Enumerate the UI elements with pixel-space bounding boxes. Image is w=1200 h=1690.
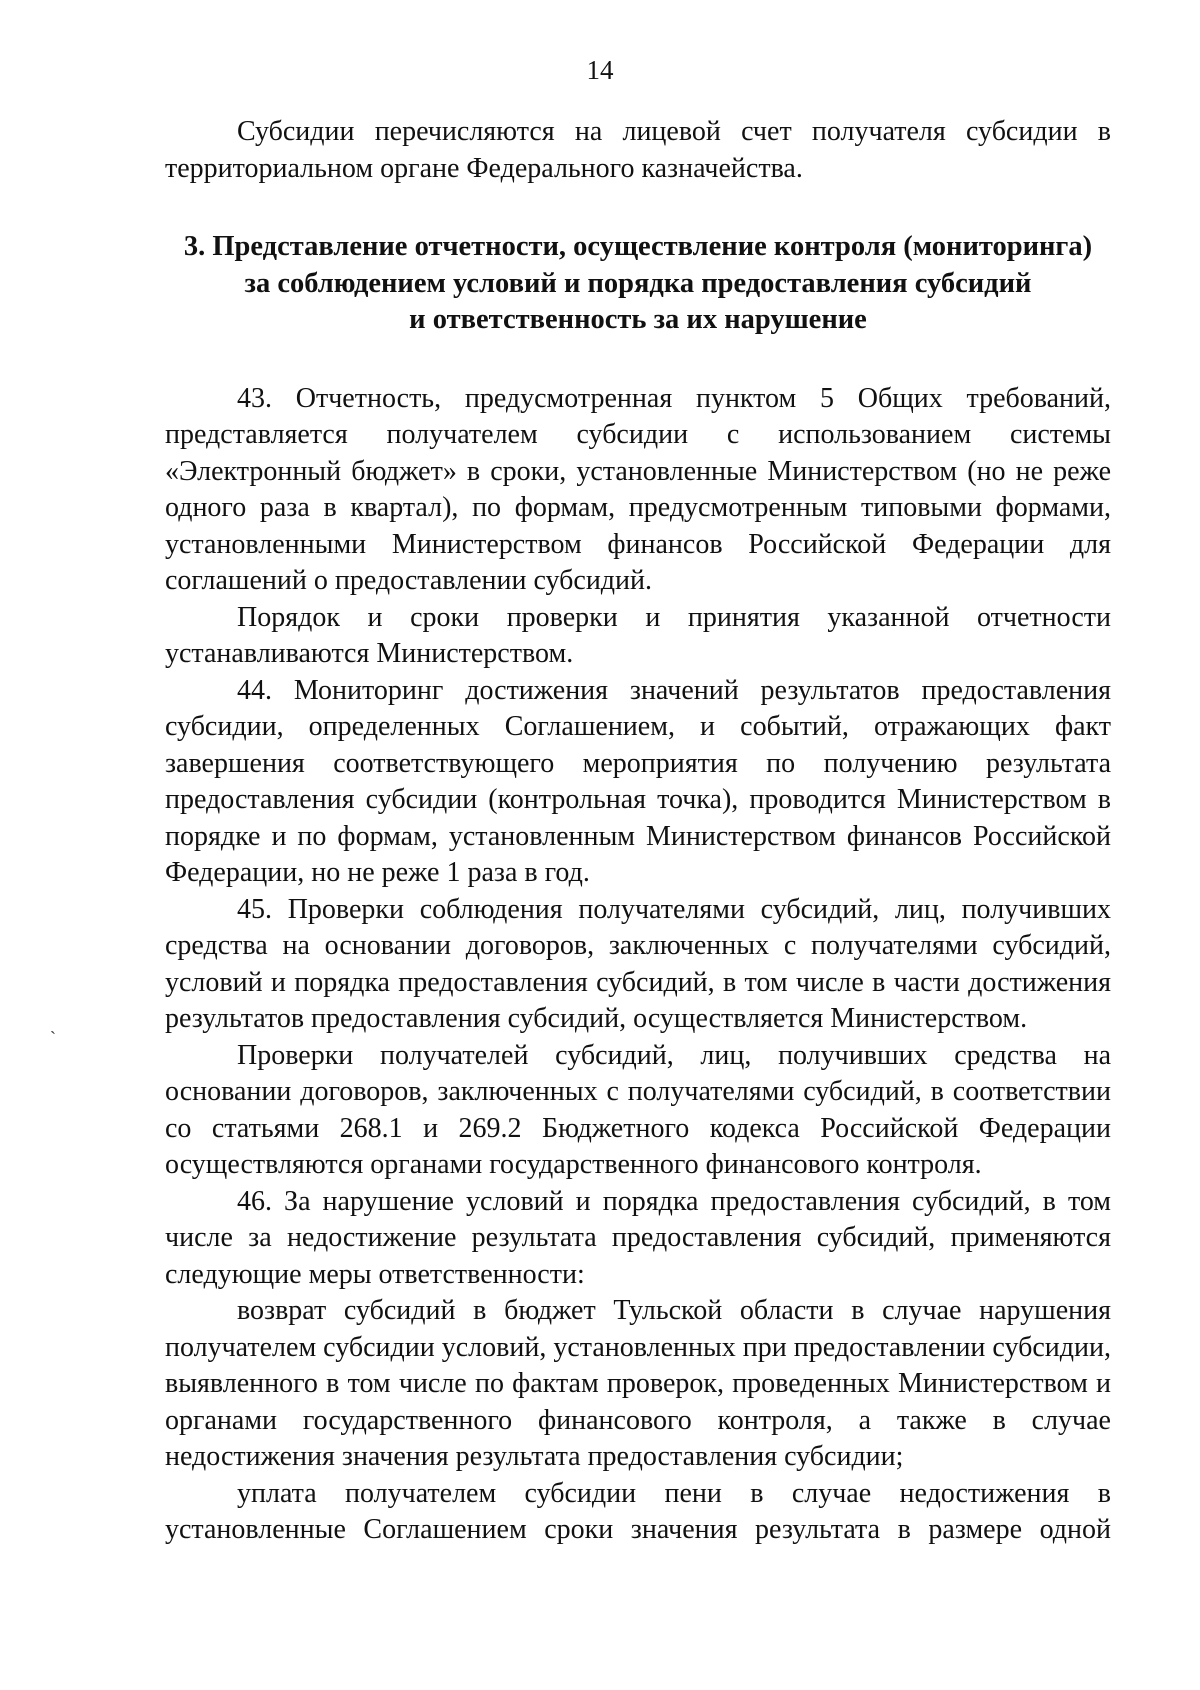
section-heading-line-1: 3. Представление отчетности, осуществление контроля (мониторинга): [183, 231, 1093, 262]
paragraph-43-order: Порядок и сроки проверки и принятия указанной отчетности устанавливаются Министерством.: [165, 601, 1111, 669]
section-heading: [165, 229, 1111, 339]
page-number: 14: [586, 55, 614, 85]
section-heading-line-3: и ответственность за их нарушение: [409, 304, 867, 335]
paragraph-46: 46. За нарушение условий и порядка предоставления субсидий, в том числе за недостижение результата предоставления субсидий, применяются следующие меры ответственности:: [165, 1185, 1111, 1290]
paragraph-43: 43. Отчетность, предусмотренная пунктом 5 Общих требований, представляется получателем субсидии с использованием системы «Электронный бюджет» в сроки, установленные Министерством (но не реже одного раза в квартал), по формам, предусмотренным типовыми формами, установленными Министерством финансов Российской Федерации для соглашений о предоставлении субсидий.: [165, 382, 1111, 596]
paragraph-45: 45. Проверки соблюдения получателями субсидий, лиц, получивших средства на основании договоров, заключенных с получателями субсидий, условий и порядка предоставления субсидий, в том числе в части достижения результатов предоставления субсидий, осуществляется Министерством.: [165, 893, 1111, 1034]
document-body: [165, 114, 1111, 1549]
scan-artifact-mark: ˋ: [50, 1028, 56, 1048]
paragraph-46-return: возврат субсидий в бюджет Тульской области в случае нарушения получателем субсидии условий, установленных при предоставлении субсидии, выявленного в том числе по фактам проверок, проведенных Министерством и органами государственного финансового контроля, а также в случае недостижения значения результата предоставления субсидии;: [165, 1295, 1111, 1472]
intro-paragraph: Субсидии перечисляются на лицевой счет получателя субсидии в территориальном органе Федерального казначейства.: [165, 116, 1111, 184]
paragraph-46-penalty: уплата получателем субсидии пени в случае недостижения в установленные Соглашением сроки значения результата в размере одной: [165, 1477, 1111, 1545]
section-heading-line-2: за соблюдением условий и порядка предоставления субсидий: [244, 267, 1032, 299]
paragraph-45-control: Проверки получателей субсидий, лиц, получивших средства на основании договоров, заключенных с получателями субсидий, в соответствии со статьями 268.1 и 269.2 Бюджетного кодекса Российской Федерации осуществляются органами государственного финансового контроля.: [165, 1039, 1111, 1180]
paragraph-44: 44. Мониторинг достижения значений результатов предоставления субсидии, определенных Соглашением, и событий, отражающих факт завершения соответствующего мероприятия по получению результата предоставления субсидии (контрольная точка), проводится Министерством в порядке и по формам, установленным Министерством финансов Российской Федерации, но не реже 1 раза в год.: [165, 674, 1111, 888]
